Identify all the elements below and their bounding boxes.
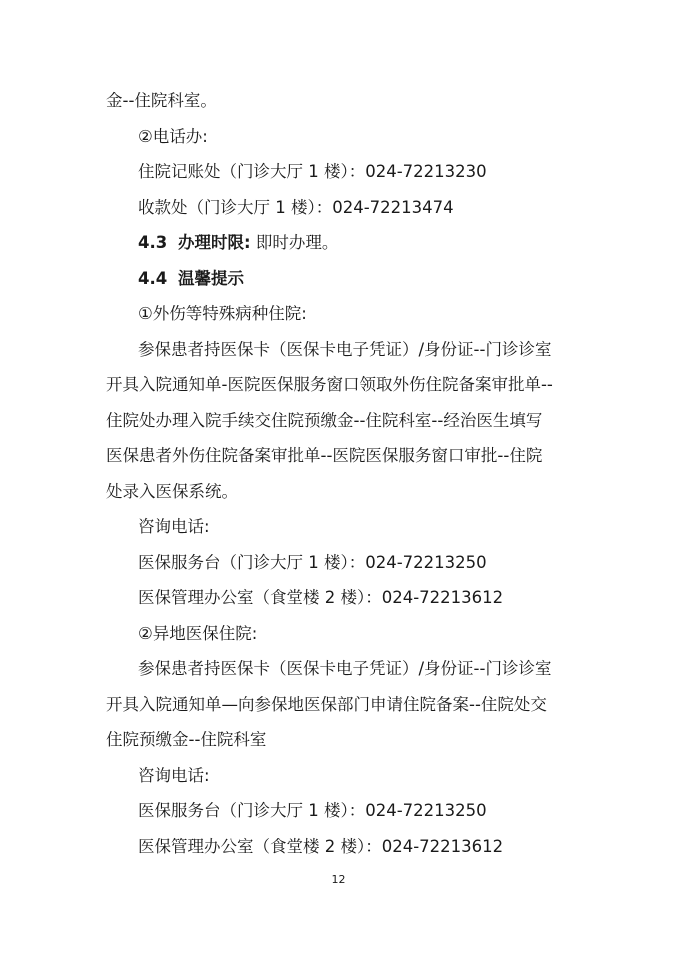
text-line: 参保患者持医保卡（医保卡电子凭证）/身份证--门诊诊室 — [138, 340, 552, 359]
text-line: 咨询电话: — [138, 766, 210, 785]
section-number: 4.3 — [138, 233, 168, 252]
text-line: 医保服务台（门诊大厅 1 楼）：024-72213250 — [138, 801, 487, 820]
page-number: 12 — [331, 873, 346, 886]
text-line: ②电话办: — [138, 127, 208, 146]
section-heading: 办理时限: — [178, 233, 251, 252]
text-line: 处录入医保系统。 — [106, 482, 238, 501]
section-number: 4.4 — [138, 269, 168, 288]
text-line: 医保服务台（门诊大厅 1 楼）：024-72213250 — [138, 553, 487, 572]
text-line: ②异地医保住院: — [138, 624, 258, 643]
text-line: 住院处办理入院手续交住院预缴金--住院科室--经治医生填写 — [106, 411, 543, 430]
text-line: 参保患者持医保卡（医保卡电子凭证）/身份证--门诊诊室 — [138, 659, 552, 678]
text-line: 医保患者外伤住院备案审批单--医院医保服务窗口审批--住院 — [106, 446, 543, 465]
section-heading: 温馨提示 — [178, 269, 244, 288]
text-line: 金--住院科室。 — [106, 91, 217, 110]
text-line: ①外伤等特殊病种住院: — [138, 304, 307, 323]
text-line: 开具入院通知单-医院医保服务窗口领取外伤住院备案审批单-- — [106, 375, 553, 394]
text-line: 医保管理办公室（食堂楼 2 楼）：024-72213612 — [138, 837, 504, 856]
text-line: 医保管理办公室（食堂楼 2 楼）：024-72213612 — [138, 588, 504, 607]
text-line: 开具入院通知单—向参保地医保部门申请住院备案--住院处交 — [106, 695, 547, 714]
text-line: 住院记账处（门诊大厅 1 楼）：024-72213230 — [138, 162, 487, 181]
text-line: 咨询电话: — [138, 517, 210, 536]
section-text: 即时办理。 — [255, 233, 339, 252]
section-4-4 — [138, 268, 677, 290]
section-4-3 — [138, 232, 677, 254]
text-line: 住院预缴金--住院科室 — [106, 730, 267, 749]
text-line: 收款处（门诊大厅 1 楼）：024-72213474 — [138, 198, 454, 217]
